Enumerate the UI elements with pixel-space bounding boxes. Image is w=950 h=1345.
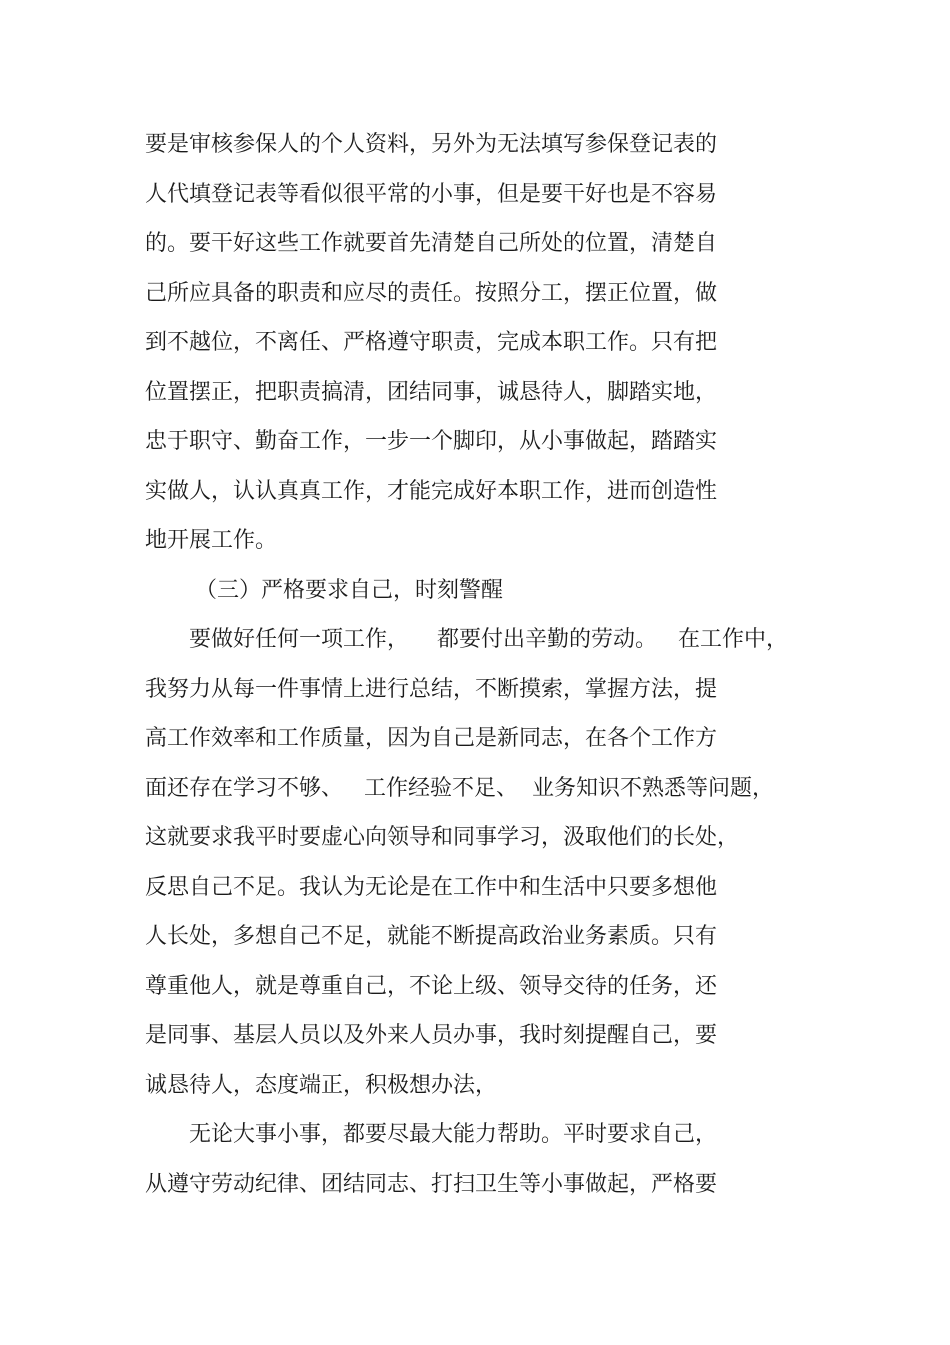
text-line: 人长处，多想自己不足，就能不断提高政治业务素质。只有 [145,924,718,949]
text-line: 要做好任何一项工作， 都要付出辛勤的劳动。 在工作中， [189,627,788,652]
text-line: 尊重他人，就是尊重自己，不论上级、领导交待的任务，还 [145,973,718,999]
text-line: 位置摆正，把职责搞清，团结同事，诚恳待人，脚踏实地， [145,379,718,405]
text-line: 己所应具备的职责和应尽的责任。按照分工，摆正位置，做 [145,280,718,306]
text-line: 的。要干好这些工作就要首先清楚自己所处的位置，清楚自 [145,231,718,256]
text-line: 到不越位，不离任、严格遵守职责，完成本职工作。只有把 [145,330,718,355]
text-line: 反思自己不足。我认为无论是在工作中和生活中只要多想他 [145,874,718,900]
text-line: 我努力从每一件事情上进行总结，不断摸索，掌握方法，提 [145,676,718,702]
text-line: 要是审核参保人的个人资料，另外为无法填写参保登记表的 [145,132,718,157]
text-line: 忠于职守、勤奋工作，一步一个脚印，从小事做起，踏踏实 [145,429,718,454]
text-line: 这就要求我平时要虚心向领导和同事学习，汲取他们的长处， [145,825,740,850]
text-line: 诚恳待人，态度端正，积极想办法， [145,1072,498,1098]
text-line: 是同事、基层人员以及外来人员办事，我时刻提醒自己，要 [145,1023,718,1048]
text-line: 地开展工作。 [145,528,278,553]
text-line: 从遵守劳动纪律、团结同志、打扫卫生等小事做起，严格要 [145,1171,718,1197]
text-line: 面还存在学习不够、 工作经验不足、 业务知识不熟悉等问题， [145,775,774,801]
text-line: 实做人，认认真真工作，才能完成好本职工作，进而创造性 [145,478,718,504]
body-text [145,120,845,1209]
text-line: 无论大事小事，都要尽最大能力帮助。平时要求自己， [189,1122,718,1147]
text-line: 人代填登记表等看似很平常的小事，但是要干好也是不容易 [145,181,718,207]
section-heading: （三）严格要求自己，时刻警醒 [195,577,504,603]
text-line: 高工作效率和工作质量，因为自己是新同志，在各个工作方 [145,726,718,751]
